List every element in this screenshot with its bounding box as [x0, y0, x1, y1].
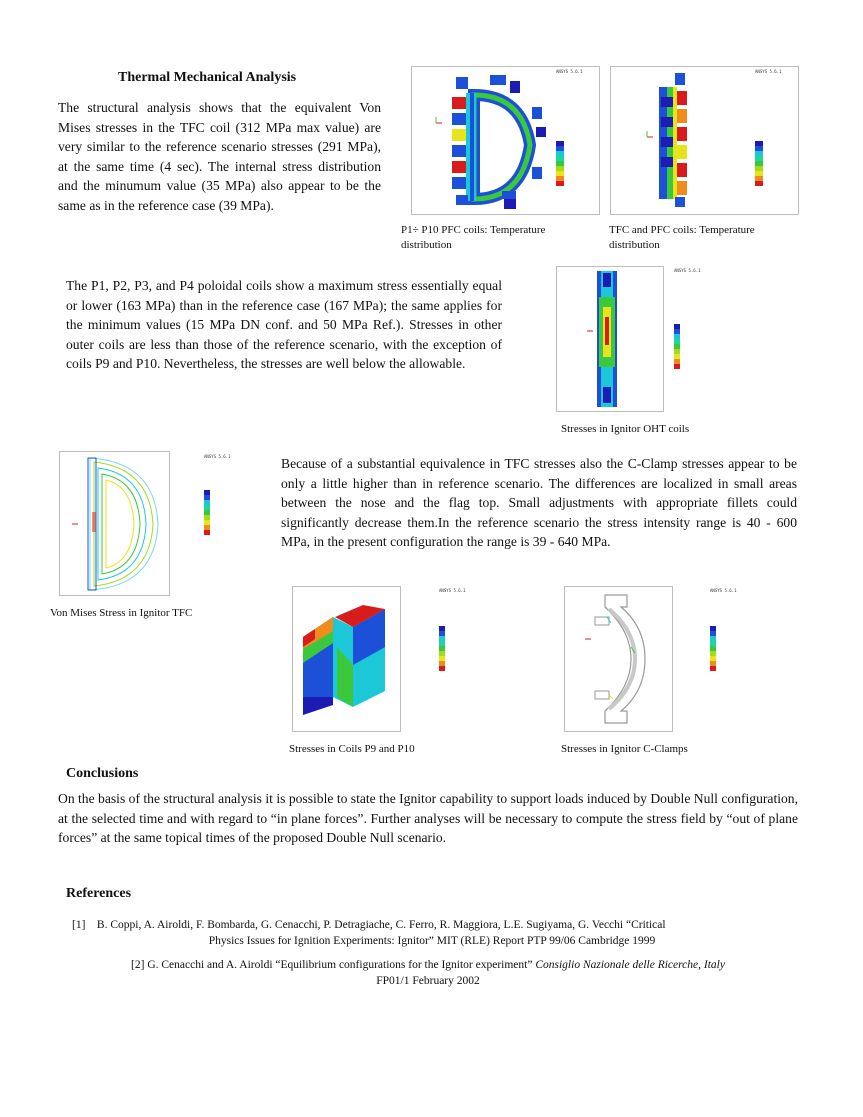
caption-c-clamps: Stresses in Ignitor C-Clamps: [561, 743, 688, 755]
reference-2-line-2: FP01/1 February 2002: [376, 975, 480, 987]
figure-legend-text: ANSYS 5.6.1: [674, 268, 701, 273]
reference-1-line-1: [72, 917, 792, 933]
caption-tfc-pfc-temperature: TFC and PFC coils: Temperature distribution: [609, 224, 755, 251]
reference-2-text: [2] G. Cenacchi and A. Airoldi “Equilibrium configurations for the Ignitor experiment”: [131, 959, 536, 971]
figure-color-legend: [556, 141, 568, 189]
reference-2-line-1: [58, 957, 798, 973]
figure-color-legend: [204, 490, 216, 536]
reference-2: [58, 957, 798, 989]
section-title-conclusions: Conclusions: [66, 766, 139, 781]
figure-oht-legend-panel: [672, 266, 727, 376]
figure-pfc-temperature: [411, 66, 600, 215]
figure-legend-text: ANSYS 5.6.1: [204, 454, 231, 459]
reference-1: [72, 917, 792, 949]
section-title-references: References: [66, 886, 132, 901]
figure-legend-text: ANSYS 5.6.1: [755, 69, 782, 74]
caption-oht-coils: Stresses in Ignitor OHT coils: [561, 423, 690, 435]
figure-color-legend: [755, 141, 767, 189]
figure-legend-text: ANSYS 5.6.1: [556, 69, 583, 74]
section-title-thermal-mechanical: Thermal Mechanical Analysis: [118, 70, 297, 85]
reference-2-publisher: Consiglio Nazionale delle Ricerche, Italy: [535, 959, 725, 971]
figure-oht-coils: [556, 266, 664, 412]
figure-von-mises-tfc: [59, 451, 170, 596]
figure-c-clamps: [564, 586, 673, 732]
paragraph-c-clamp: Because of a substantial equivalence in TFC stresses also the C-Clamp stresses appear to be only a little higher than in reference scenario. The differences are localized in small areas between the nose and the flag top. Small adjustments with appropriate fillets could significantly decrease them.In the reference scenario the stress intensity range is 40 - 600 MPa, in the present configuration the range is 39 - 640 MPa.: [281, 456, 797, 549]
figure-p9-legend-panel: [437, 586, 492, 678]
figure-legend-text: ANSYS 5.6.1: [439, 588, 466, 593]
paragraph-poloidal-coils: The P1, P2, P3, and P4 poloidal coils show a maximum stress essentially equal or lower (163 MPa) than in the reference case (167 MPa); the same applies for the minimum values (15 MPa DN conf. and 50 MPa Ref.). Stresses in other outer coils are less than those of the reference scenario, with the exception of coils P9 and P10. Nevertheless, the stresses are well below the allowable.: [66, 278, 502, 371]
figure-cclamp-legend-panel: [708, 586, 763, 678]
caption-coils-p9-p10: Stresses in Coils P9 and P10: [289, 743, 415, 755]
figure-color-legend: [710, 626, 722, 672]
reference-1-text: B. Coppi, A. Airoldi, F. Bombarda, G. Cenacchi, P. Detragiache, C. Ferro, R. Maggiora, L.E. Sugiyama, G. Vecchi “Critical: [96, 919, 666, 931]
caption-pfc-temperature: P1÷ P10 PFC coils: Temperature distribution: [401, 224, 546, 251]
figure-color-legend: [439, 626, 451, 672]
figure-color-legend: [674, 324, 686, 370]
reference-1-number: [1]: [72, 919, 86, 931]
figure-legend-text: ANSYS 5.6.1: [710, 588, 737, 593]
figure-coils-p9-p10: [292, 586, 401, 732]
reference-1-line-2: Physics Issues for Ignition Experiments: Ignitor” MIT (RLE) Report PTP 99/06 Cambridge 1999: [208, 935, 656, 947]
caption-von-mises-tfc: Von Mises Stress in Ignitor TFC: [50, 607, 193, 619]
paragraph-tfc-stress: The structural analysis shows that the equivalent Von Mises stresses in the TFC coil (312 MPa max value) are very similar to the reference scenario stresses (291 MPa), at the same time (4 sec). The internal stress distribution and the minumum value (35 MPa) also appear to be the same as in the reference case (39 MPa).: [58, 100, 381, 213]
paragraph-conclusions: On the basis of the structural analysis it is possible to state the Ignitor capability to support loads induced by Double Null configuration, at the selected time and with regard to “in plane forces”. Further analyses will be necessary to compute the stress field by “out of plane forces” at the same topical times of the proposed Double Null scenario.: [58, 791, 798, 845]
figure-tfc-pfc-temperature: [610, 66, 799, 215]
figure-tfc-legend-panel: [202, 452, 257, 542]
